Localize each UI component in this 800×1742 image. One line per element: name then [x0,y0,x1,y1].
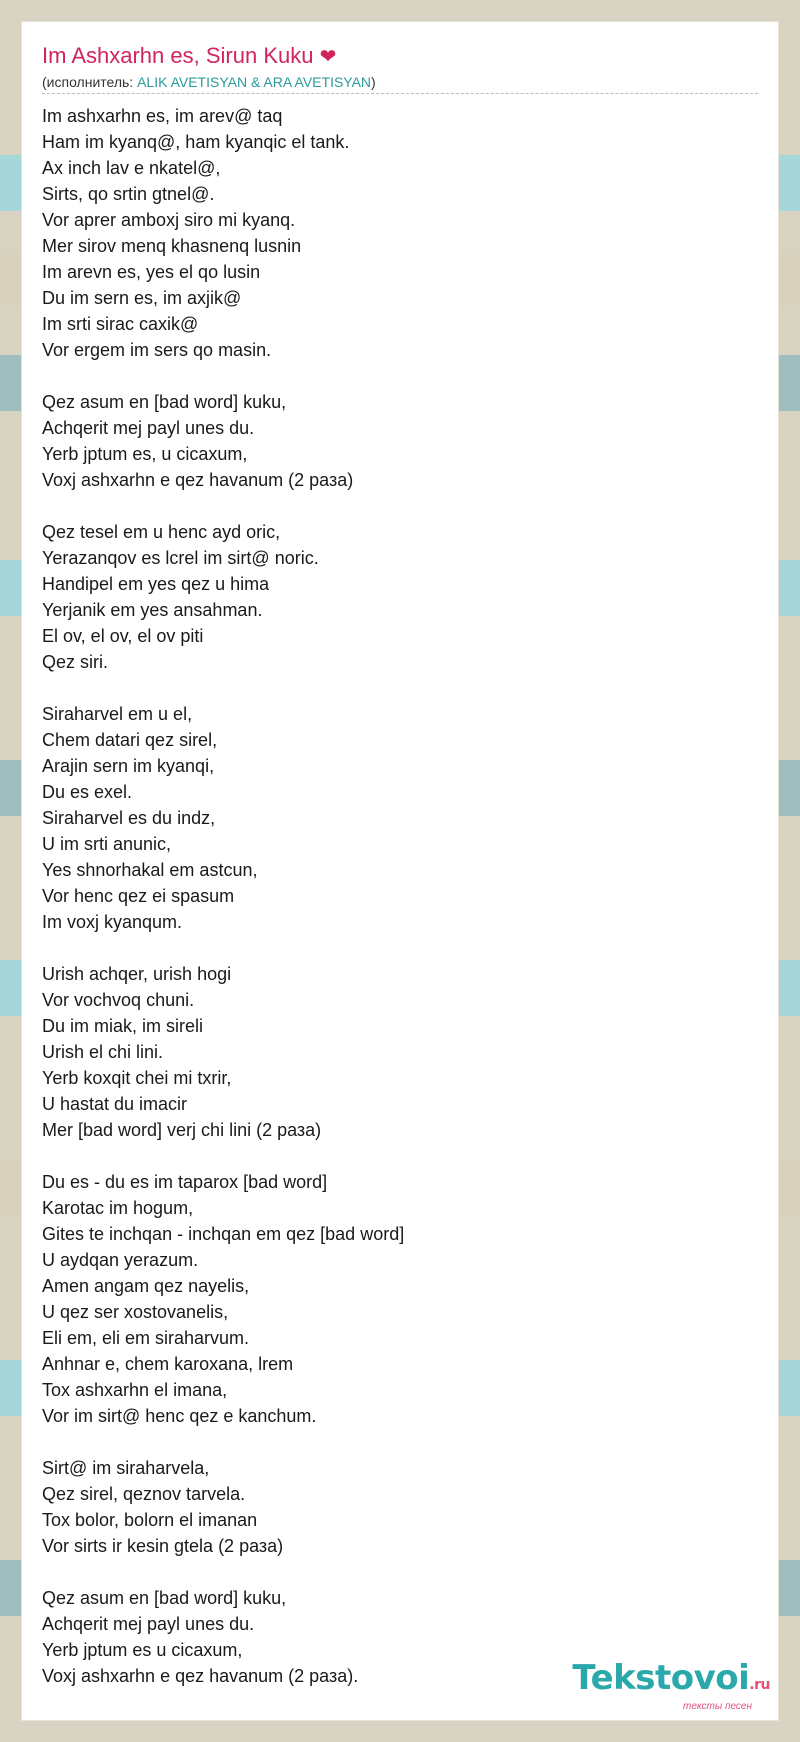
lyric-line [42,1143,742,1169]
lyric-line [42,493,742,519]
lyric-line: Qez siri. [42,652,109,672]
lyric-line: Vor henc qez ei spasum [42,886,235,906]
lyric-line: Ham im kyanq@, ham kyanqic el tank. [42,132,350,152]
lyric-line [42,935,742,961]
lyric-line: U im srti anunic, [42,834,172,854]
lyric-line: Sirt@ im siraharvela, [42,1458,210,1478]
lyric-line: Du im sern es, im axjik@ [42,288,242,308]
lyric-line: Eli em, eli em siraharvum. [42,1328,250,1348]
lyric-line: Im ashxarhn es, im arev@ taq [42,106,283,126]
lyric-line: U aydqan yerazum. [42,1250,199,1270]
lyric-line: Yerjanik em yes ansahman. [42,600,263,620]
lyric-line: Gites te inchqan - inchqan em qez [bad word] [42,1224,405,1244]
lyric-line: Handipel em yes qez u hima [42,574,270,594]
lyric-line: Urish achqer, urish hogi [42,964,232,984]
lyric-line: Im voxj kyanqum. [42,912,183,932]
song-title: Im Ashxarhn es, Sirun Kuku [42,43,314,68]
lyric-line [42,1559,742,1585]
lyric-line: Siraharvel em u el, [42,704,193,724]
logo-name: Tekstovoi [572,1658,750,1698]
lyric-line: Tox bolor, bolorn el imanan [42,1510,258,1530]
lyric-line: Karotac im hogum, [42,1198,194,1218]
artist-suffix: ) [371,74,376,90]
lyric-line: Qez sirel, qeznov tarvela. [42,1484,246,1504]
lyric-line: Vor im sirt@ henc qez e kanchum. [42,1406,317,1426]
lyric-line: Voxj ashxarhn e qez havanum (2 раза). [42,1666,359,1686]
lyric-line: Vor aprer amboxj siro mi kyanq. [42,210,296,230]
lyric-line: Vor ergem im sers qo masin. [42,340,272,360]
site-logo[interactable] [572,1658,770,1712]
lyric-line: Achqerit mej payl unes du. [42,1614,255,1634]
lyric-line: Sirts, qo srtin gtnel@. [42,184,215,204]
lyric-line: Achqerit mej payl unes du. [42,418,255,438]
lyric-line: Yerazanqov es lcrel im sirt@ noric. [42,548,319,568]
lyric-line: Ax inch lav e nkatel@, [42,158,221,178]
lyric-line: U qez ser xostovanelis, [42,1302,229,1322]
lyric-line: Yerb jptum es, u cicaxum, [42,444,248,464]
artist-link[interactable]: ALIK AVETISYAN & ARA AVETISYAN [137,74,372,90]
divider [42,93,758,94]
heart-icon[interactable]: ❤ [319,46,337,68]
lyric-line: Du es - du es im taparox [bad word] [42,1172,328,1192]
lyric-line: Du im miak, im sireli [42,1016,204,1036]
lyric-line: Yes shnorhakal em astcun, [42,860,258,880]
lyric-line: El ov, el ov, el ov piti [42,626,204,646]
lyrics-text [42,103,742,1689]
lyric-line: Qez asum en [bad word] kuku, [42,392,287,412]
lyric-line: Urish el chi lini. [42,1042,164,1062]
lyric-line: Qez asum en [bad word] kuku, [42,1588,287,1608]
lyric-line: Im srti sirac caxik@ [42,314,199,334]
logo-tagline: тексты песен [683,1701,752,1712]
lyric-line: Mer sirov menq khasnenq lusnin [42,236,302,256]
lyric-line: U hastat du imacir [42,1094,188,1114]
lyric-line: Du es exel. [42,782,133,802]
lyrics-card [22,22,778,1720]
lyric-line [42,1429,742,1455]
page-title [42,42,336,71]
logo-tld: .ru [749,1677,770,1693]
lyric-line: Voxj ashxarhn e qez havanum (2 раза) [42,470,354,490]
lyric-line: Chem datari qez sirel, [42,730,218,750]
lyric-line: Im arevn es, yes el qo lusin [42,262,261,282]
lyric-line [42,675,742,701]
lyric-line: Anhnar e, chem karoxana, lrem [42,1354,294,1374]
artist-prefix: (исполнитель: [42,74,138,90]
lyric-line: Tox ashxarhn el imana, [42,1380,228,1400]
lyric-line: Amen angam qez nayelis, [42,1276,250,1296]
lyric-line: Siraharvel es du indz, [42,808,216,828]
lyric-line: Yerb jptum es u cicaxum, [42,1640,243,1660]
lyric-line: Vor vochvoq chuni. [42,990,195,1010]
lyric-line: Arajin sern im kyanqi, [42,756,215,776]
lyric-line: Yerb koxqit chei mi txrir, [42,1068,232,1088]
lyric-line: Mer [bad word] verj chi lini (2 раза) [42,1120,322,1140]
lyric-line: Qez tesel em u henc ayd oric, [42,522,281,542]
artist-line [42,73,376,91]
lyric-line: Vor sirts ir kesin gtela (2 раза) [42,1536,284,1556]
lyric-line [42,363,742,389]
